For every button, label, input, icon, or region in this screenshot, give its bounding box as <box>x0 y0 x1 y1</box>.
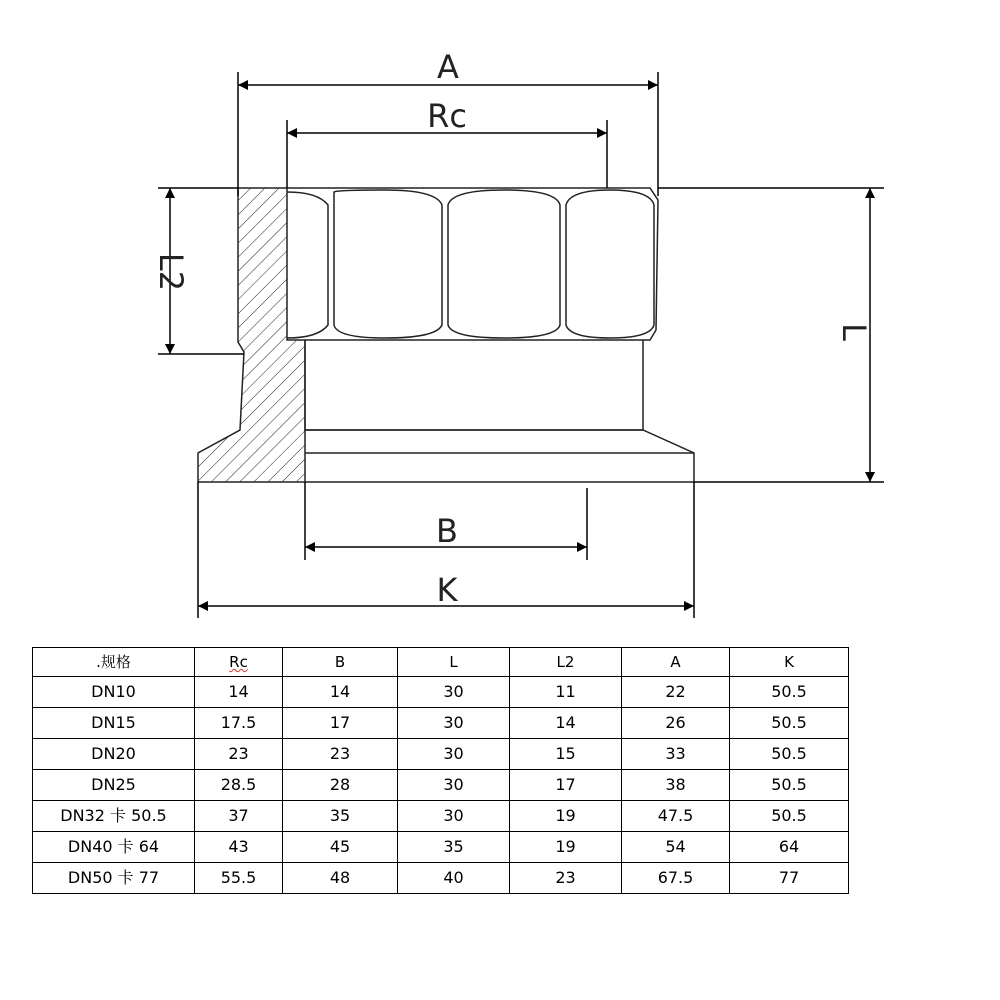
cell-l: 40 <box>398 863 510 894</box>
cell-a: 38 <box>622 770 730 801</box>
table-row <box>33 832 849 863</box>
dim-label-b: B <box>436 512 458 550</box>
dim-label-l2: L2 <box>152 252 190 292</box>
cell-rc: 14 <box>195 677 283 708</box>
cell-k: 50.5 <box>730 677 849 708</box>
cell-a: 33 <box>622 739 730 770</box>
cell-l: 30 <box>398 739 510 770</box>
header-k: K <box>730 648 849 677</box>
cell-b: 14 <box>283 677 398 708</box>
body-cylinder <box>305 340 643 430</box>
cell-k: 50.5 <box>730 739 849 770</box>
cell-spec: DN32 卡 50.5 <box>33 801 195 832</box>
cell-a: 67.5 <box>622 863 730 894</box>
table-row <box>33 770 849 801</box>
cell-k: 50.5 <box>730 801 849 832</box>
cell-spec: DN20 <box>33 739 195 770</box>
cell-b: 28 <box>283 770 398 801</box>
cell-l2: 17 <box>510 770 622 801</box>
cell-k: 64 <box>730 832 849 863</box>
hex-face-4 <box>566 190 654 338</box>
cell-b: 17 <box>283 708 398 739</box>
cell-spec: DN25 <box>33 770 195 801</box>
hex-face-2 <box>334 190 442 338</box>
cell-spec: DN40 卡 64 <box>33 832 195 863</box>
cell-a: 47.5 <box>622 801 730 832</box>
cell-l: 30 <box>398 801 510 832</box>
cell-l2: 23 <box>510 863 622 894</box>
table-row <box>33 739 849 770</box>
dim-label-rc: Rc <box>427 97 467 135</box>
cell-l2: 11 <box>510 677 622 708</box>
cell-rc: 17.5 <box>195 708 283 739</box>
cell-b: 35 <box>283 801 398 832</box>
header-a: A <box>622 648 730 677</box>
ferrule-flange <box>305 430 694 482</box>
hex-face-1 <box>287 192 328 338</box>
table-row <box>33 677 849 708</box>
cell-l: 30 <box>398 677 510 708</box>
cell-a: 22 <box>622 677 730 708</box>
table-row <box>33 708 849 739</box>
cell-b: 45 <box>283 832 398 863</box>
cell-rc: 43 <box>195 832 283 863</box>
cell-l2: 19 <box>510 801 622 832</box>
header-b: B <box>283 648 398 677</box>
hex-nut-outline <box>287 188 658 340</box>
cell-l2: 15 <box>510 739 622 770</box>
cell-b: 48 <box>283 863 398 894</box>
cell-k: 77 <box>730 863 849 894</box>
header-spec: .规格 <box>33 648 195 677</box>
cell-l: 30 <box>398 770 510 801</box>
hatched-section <box>198 188 305 482</box>
dim-label-k: K <box>436 571 458 609</box>
cell-l2: 14 <box>510 708 622 739</box>
cell-b: 23 <box>283 739 398 770</box>
cell-spec: DN10 <box>33 677 195 708</box>
cell-k: 50.5 <box>730 708 849 739</box>
cell-spec: DN50 卡 77 <box>33 863 195 894</box>
header-l: L <box>398 648 510 677</box>
fitting-body <box>198 188 694 482</box>
spec-table <box>32 647 849 894</box>
dim-label-a: A <box>437 48 459 86</box>
cell-rc: 55.5 <box>195 863 283 894</box>
table-row <box>33 863 849 894</box>
cell-a: 54 <box>622 832 730 863</box>
hex-face-3 <box>448 190 560 338</box>
dim-label-l: L <box>835 323 873 341</box>
cell-rc: 28.5 <box>195 770 283 801</box>
cell-a: 26 <box>622 708 730 739</box>
header-l2: L2 <box>510 648 622 677</box>
table-row <box>33 801 849 832</box>
cell-rc: 23 <box>195 739 283 770</box>
cell-l: 35 <box>398 832 510 863</box>
cell-k: 50.5 <box>730 770 849 801</box>
cell-spec: DN15 <box>33 708 195 739</box>
table-header-row <box>33 648 849 677</box>
header-rc: Rc <box>195 648 283 677</box>
cell-l: 30 <box>398 708 510 739</box>
cell-rc: 37 <box>195 801 283 832</box>
cell-l2: 19 <box>510 832 622 863</box>
